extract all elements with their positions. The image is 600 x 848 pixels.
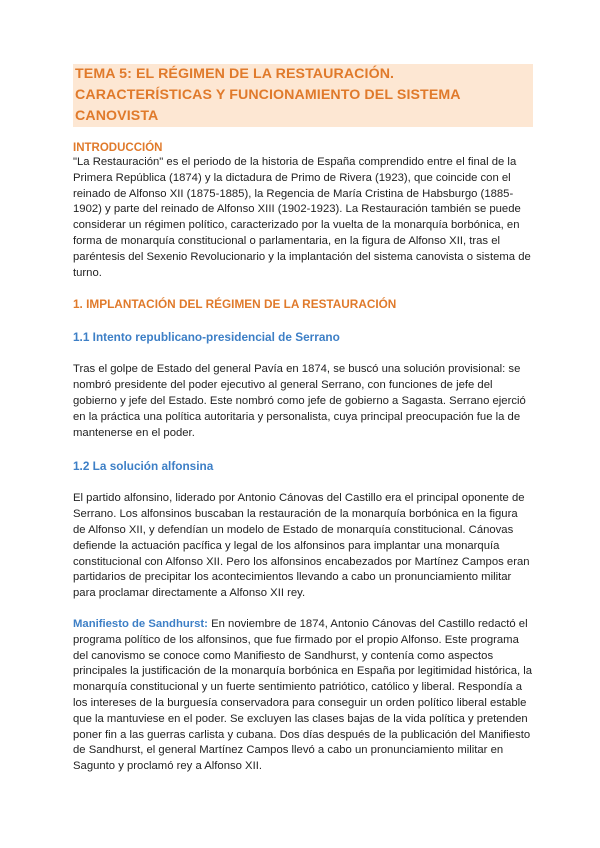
manifesto-text: En noviembre de 1874, Antonio Cánovas del Castillo redactó el programa político de los alfonsinos, que fue firmado por el propio Alfonso. Este programa del canovismo se conoce como Manifiesto de Sandhurst, y contenía como aspectos principales la justificación de la monarquía borbónica en España por legitimidad histórica, la monarquía constitucional y un fuerte sentimiento patriótico, católico y liberal. Respondía a los intereses de la burguesía conservadora para conseguir un orden político liberal estable que la mantuviese en el poder. Se excluyen las clases bajas de la vida política y pretenden poner fin a las guerras carlista y cubana. Dos días después de la publicación del Manifiesto de Sandhurst, el general Martínez Campos llevó a cabo un pronunciamiento militar en Sagunto y proclamó rey a Alfonso XII. [73, 617, 533, 773]
intro-heading: INTRODUCCIÓN [73, 142, 163, 154]
manifesto-lead: Manifiesto de Sandhurst: [73, 617, 208, 630]
manifesto-paragraph [73, 617, 533, 775]
section-1-1-heading: 1.1 Intento republicano-presidencial de Serrano [73, 330, 340, 345]
intro-paragraph: "La Restauración" es el periodo de la historia de España comprendido entre el final de la Primera República (1874) y la dictadura de Primo de Rivera (1923), que coincide con el reinado de Alfonso XII (1875-1885), la Regencia de María Cristina de Habsburgo (1885-1902) y parte del reinado de Alfonso XIII (1902-1923). La Restauración también se puede considerar un régimen político, caracterizado por la vuelta de la monarquía borbónica, en forma de monarquía constitucional o parlamentaria, en la figura de Alfonso XII, tras el paréntesis del Sexenio Revolucionario y la implantación del sistema canovista o sistema de turno. [73, 156, 531, 279]
section-1-2-paragraph: El partido alfonsino, liderado por Antonio Cánovas del Castillo era el principal oponente de Serrano. Los alfonsinos buscaban la restauración de la monarquía borbónica en la figura de Alfonso XII, y defendían un modelo de Estado de monarquía constitucional. Cánovas defiende la actuación pacífica y legal de los alfonsinos para implantar una monarquía constitucional con Alfonso XII. Pero los alfonsinos encabezados por Martínez Campos eran partidarios de precipitar los acontecimientos llevando a cabo un pronunciamiento militar para proclamar directamente a Alfonso XII rey. [73, 492, 530, 600]
document-title: TEMA 5: EL RÉGIMEN DE LA RESTAURACIÓN. CARACTERÍSTICAS Y FUNCIONAMIENTO DEL SISTEMA CANOVISTA [73, 64, 533, 127]
section-1-heading: 1. IMPLANTACIÓN DEL RÉGIMEN DE LA RESTAURACIÓN [73, 297, 397, 312]
section-1-2-heading: 1.2 La solución alfonsina [73, 459, 214, 474]
document-page [73, 64, 533, 775]
section-1-1-paragraph: Tras el golpe de Estado del general Pavía en 1874, se buscó una solución provisional: se nombró presidente del poder ejecutivo al general Serrano, con funciones de jefe del gobierno y jefe del Estado. Este nombró como jefe de gobierno a Sagasta. Serrano ejerció en la práctica una política autoritaria y personalista, cuya principal preocupación fue la de mantenerse en el poder. [73, 363, 526, 439]
